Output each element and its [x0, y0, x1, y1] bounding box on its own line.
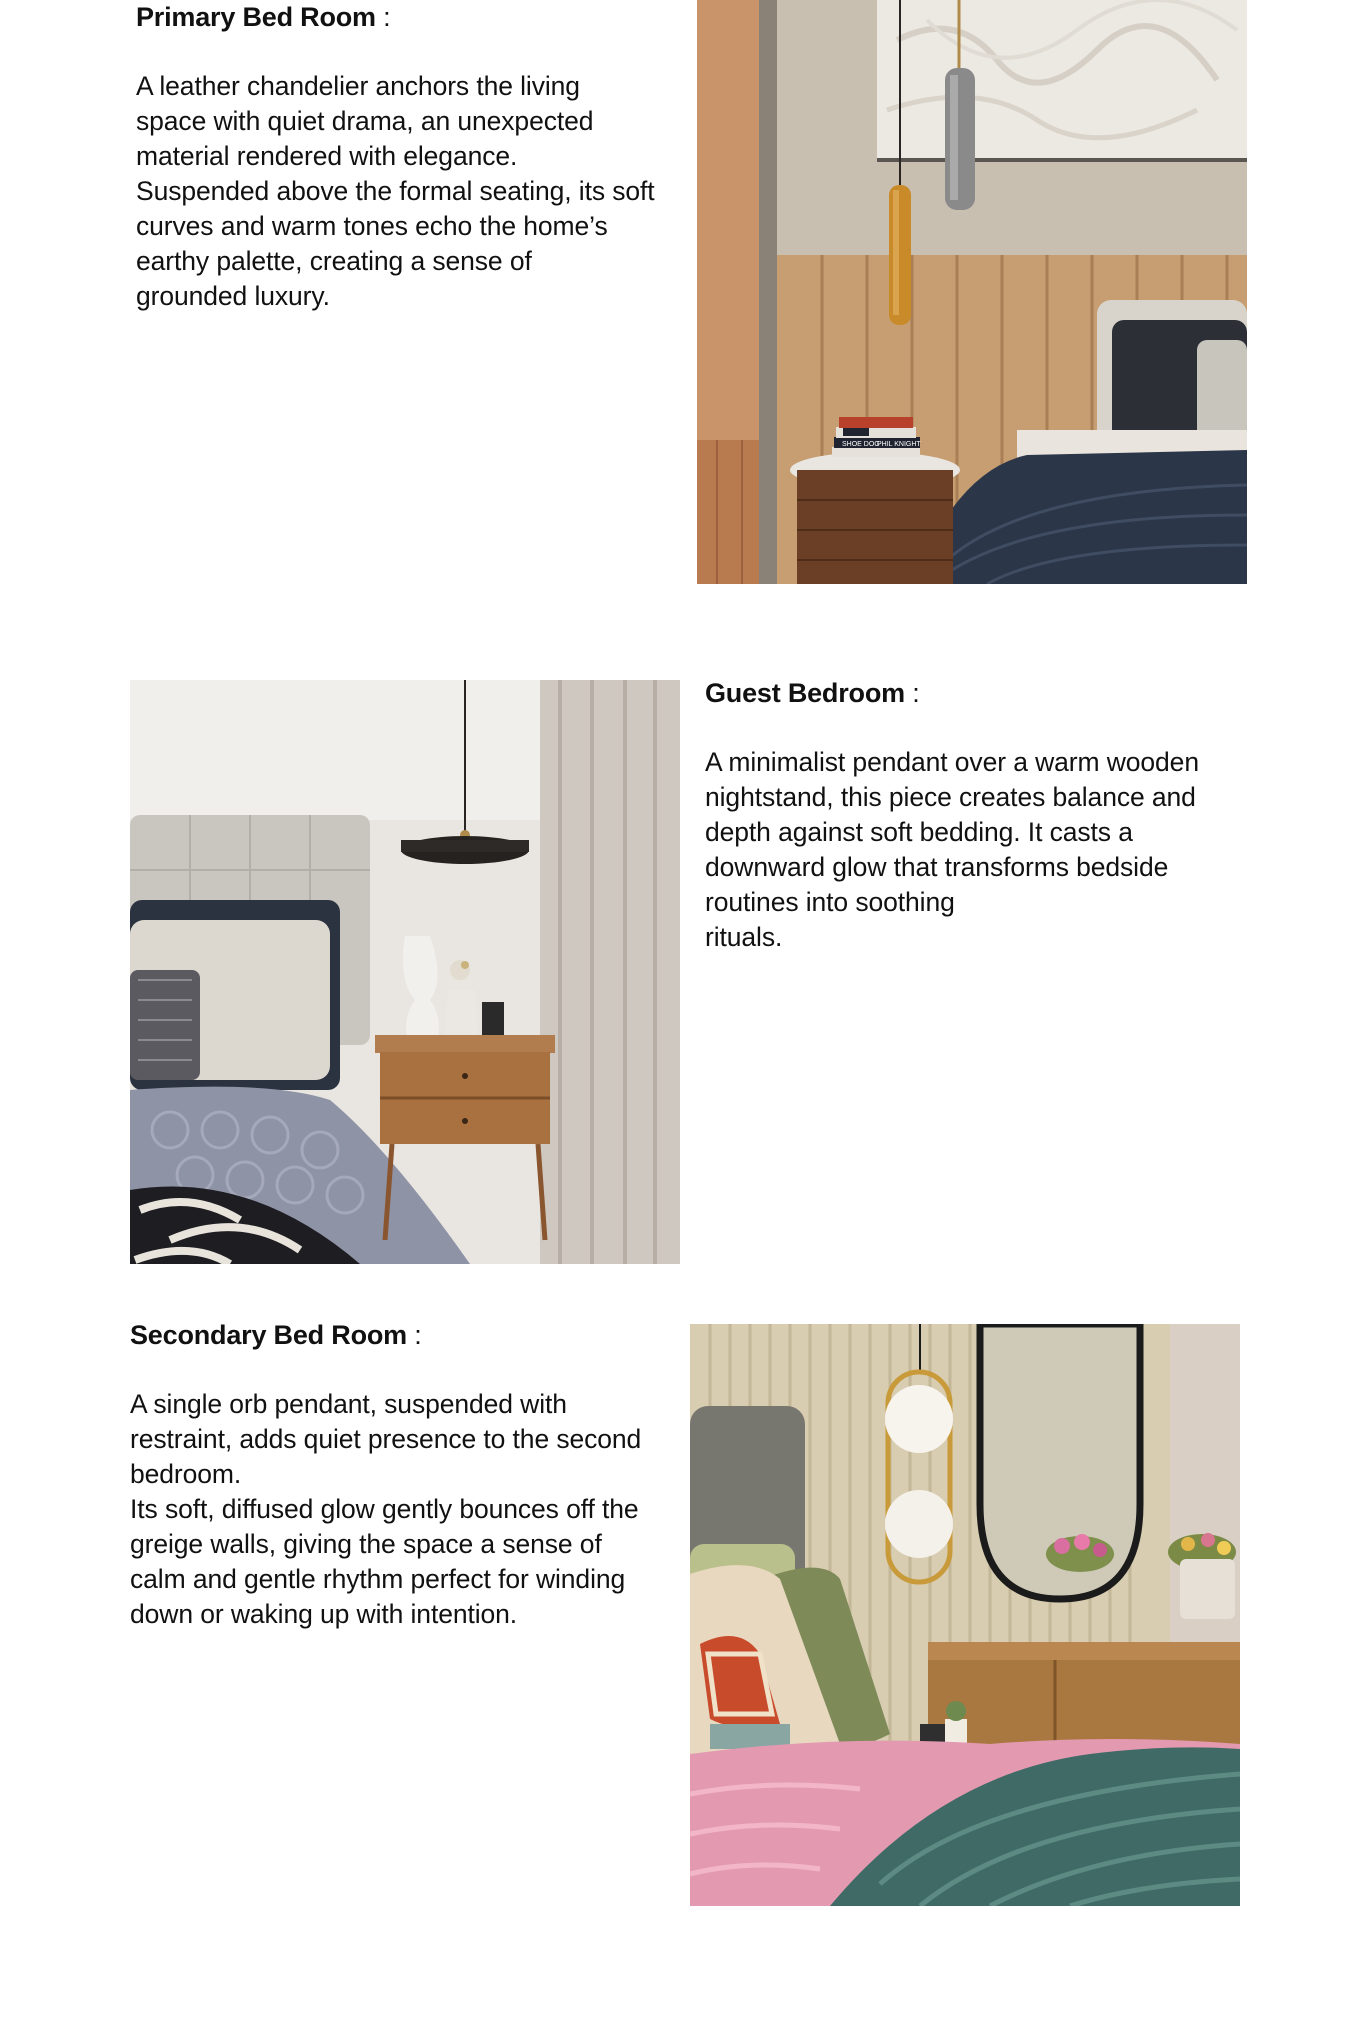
guest-bedroom-text [705, 676, 1265, 955]
book-spine-text: SHOE DOG [842, 441, 880, 448]
guest-bedroom-photo [130, 680, 680, 1264]
secondary-bedroom-heading: Secondary Bed Room : [130, 1320, 422, 1350]
primary-bedroom-text [136, 0, 696, 314]
primary-bedroom-heading: Primary Bed Room : [136, 2, 391, 32]
secondary-bedroom-description: A single orb pendant, suspended with restraint, adds quiet presence to the second bedroom. Its soft, diffused glow gently bounces off the greige walls, giving the space a sense of calm and gentle rhythm perfect for winding down or waking up with intention. [130, 1389, 642, 1629]
primary-bedroom-photo [697, 0, 1247, 584]
secondary-bedroom-text [130, 1318, 690, 1632]
book-spine-author: PHIL KNIGHT [877, 441, 921, 448]
guest-bedroom-description: A minimalist pendant over a warm wooden nightstand, this piece creates balance and depth against soft bedding. It casts a downward glow that transforms bedside routines into soothing rituals. [705, 747, 1199, 952]
guest-bedroom-heading: Guest Bedroom : [705, 678, 920, 708]
secondary-bedroom-photo [690, 1324, 1240, 1906]
primary-bedroom-description: A leather chandelier anchors the living space with quiet drama, an unexpected material rendered with elegance. Suspended above the formal seating, its soft curves and warm tones echo the home’s earthy palette, creating a sense of grounded luxury. [136, 71, 655, 311]
